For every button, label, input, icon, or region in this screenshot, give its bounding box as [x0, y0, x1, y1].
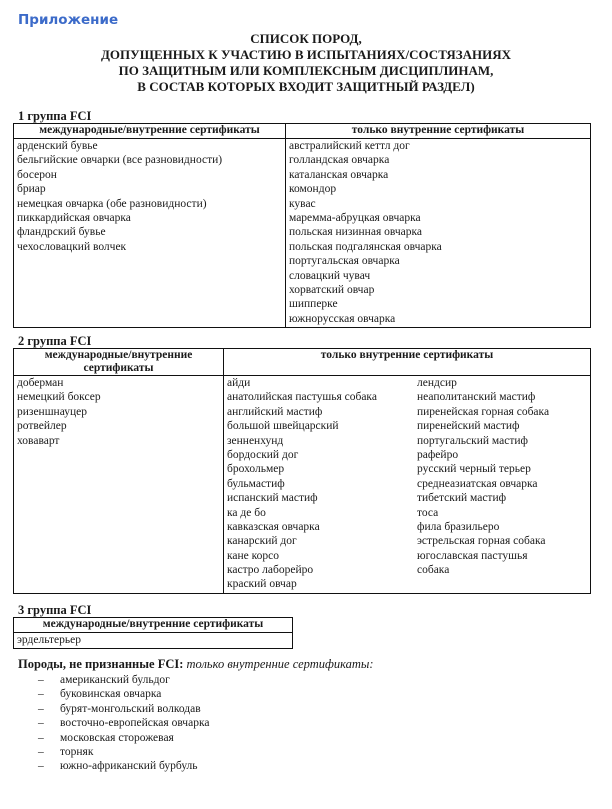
- group3-label: 3 группа FCI: [18, 603, 92, 617]
- group2-header-international: международные/внутренние сертификаты: [14, 349, 224, 376]
- breed-item: канарский дог: [227, 535, 297, 548]
- non-fci-item-label: московская сторожевая: [60, 731, 174, 744]
- breed-item: чехословацкий волчек: [17, 240, 127, 253]
- dash-bullet-icon: –: [38, 717, 44, 730]
- breed-item: босерон: [17, 168, 57, 181]
- breed-item: тоса: [417, 506, 439, 519]
- breed-item: бриар: [17, 183, 46, 196]
- non-fci-heading: [18, 657, 374, 672]
- non-fci-heading-bold: Породы, не признанные FCI:: [18, 657, 184, 671]
- breed-item: пиккардийская овчарка: [17, 211, 131, 224]
- document-title: [0, 31, 612, 95]
- non-fci-item: [38, 673, 209, 687]
- breed-item: польская подгалянская овчарка: [289, 240, 442, 253]
- dash-bullet-icon: –: [38, 746, 44, 759]
- group3-table: [13, 617, 293, 649]
- breed-item: тибетский мастиф: [417, 492, 507, 505]
- breed-item: хорватский овчар: [289, 283, 375, 296]
- non-fci-item: [38, 731, 209, 745]
- group3-header-international: международные/внутренние сертификаты: [14, 618, 293, 633]
- breed-item: эрдельтерьер: [17, 634, 82, 646]
- breed-item: югославская пастушья: [417, 549, 528, 562]
- non-fci-item: [38, 716, 209, 730]
- breed-item: кастро лаборейро: [227, 564, 314, 577]
- group2-header-domestic: только внутренние сертификаты: [224, 349, 591, 376]
- breed-item: анатолийская пастушья собака: [227, 391, 377, 404]
- breed-item: доберман: [17, 377, 64, 389]
- dash-bullet-icon: –: [38, 702, 44, 715]
- breed-item: кавказская овчарка: [227, 520, 320, 533]
- group2-international-list: [14, 376, 224, 594]
- non-fci-item-label: восточно-европейская овчарка: [60, 717, 210, 730]
- breed-item: португальский мастиф: [417, 434, 528, 447]
- non-fci-item: [38, 759, 209, 773]
- breed-item: большой швейцарский: [227, 420, 339, 433]
- breed-item: каталанская овчарка: [289, 168, 389, 181]
- group1-international-list: [14, 139, 286, 328]
- non-fci-item: [38, 745, 209, 759]
- dash-bullet-icon: –: [38, 688, 44, 701]
- non-fci-item: [38, 702, 209, 716]
- breed-item: фила бразильеро: [417, 520, 500, 533]
- breed-item: кане корсо: [227, 549, 280, 562]
- breed-item: немецкий боксер: [17, 391, 101, 404]
- group1-table: [13, 123, 591, 328]
- breed-item: ховаварт: [17, 434, 60, 447]
- title-line: СПИСОК ПОРОД,: [250, 31, 362, 46]
- non-fci-item-label: буковинская овчарка: [60, 688, 162, 701]
- dash-bullet-icon: –: [38, 674, 44, 686]
- group2-domestic-list-1: [227, 376, 417, 592]
- group1-header-domestic: только внутренние сертификаты: [286, 124, 591, 139]
- group2-domestic-list-2: [417, 376, 587, 592]
- group1-header-international: международные/внутренние сертификаты: [14, 124, 286, 139]
- breed-item: зенненхунд: [227, 434, 284, 447]
- breed-item: фландрский бувье: [17, 226, 106, 239]
- breed-item: пиренейский мастиф: [417, 420, 520, 433]
- breed-item: южнорусская овчарка: [289, 312, 396, 325]
- breed-item: шипперке: [289, 298, 338, 311]
- title-line: ПО ЗАЩИТНЫМ ИЛИ КОМПЛЕКСНЫМ ДИСЦИПЛИНАМ,: [118, 63, 494, 78]
- breed-item: айди: [227, 377, 251, 389]
- breed-item: среднеазиатская овчарка: [417, 477, 538, 490]
- group3-international-list: [14, 633, 293, 649]
- breed-item: комондор: [289, 183, 337, 196]
- breed-item: бордоский дог: [227, 448, 299, 461]
- breed-item: эстрельская горная собака: [417, 535, 546, 548]
- breed-item: ризеншнауцер: [17, 405, 87, 418]
- group1-domestic-list: [286, 139, 591, 328]
- breed-item: брохольмер: [227, 463, 285, 476]
- breed-item: краский овчар: [227, 578, 297, 591]
- breed-item: немецкая овчарка (обе разновидности): [17, 197, 207, 210]
- breed-item: русский черный терьер: [417, 463, 531, 476]
- non-fci-item-label: торняк: [60, 746, 94, 759]
- breed-item: арденский бувье: [17, 140, 98, 152]
- breed-item: голландская овчарка: [289, 154, 390, 167]
- breed-item: пиренейская горная собака: [417, 405, 550, 418]
- breed-item: кувас: [289, 197, 316, 210]
- group2-label: 2 группа FCI: [18, 334, 92, 348]
- breed-item: маремма-абруцкая овчарка: [289, 211, 421, 224]
- title-line: В СОСТАВ КОТОРЫХ ВХОДИТ ЗАЩИТНЫЙ РАЗДЕЛ): [137, 79, 475, 94]
- appendix-label: Приложение: [18, 12, 119, 28]
- breed-item: лендсир: [417, 377, 457, 389]
- breed-item: португальская овчарка: [289, 255, 400, 268]
- group1-label: 1 группа FCI: [18, 109, 92, 123]
- breed-item: ротвейлер: [17, 420, 67, 433]
- breed-item: собака: [417, 564, 450, 577]
- dash-bullet-icon: –: [38, 731, 44, 744]
- breed-item: польская низинная овчарка: [289, 226, 423, 239]
- non-fci-heading-italic: только внутренние сертификаты:: [186, 657, 374, 671]
- title-line: ДОПУЩЕННЫХ К УЧАСТИЮ В ИСПЫТАНИЯХ/СОСТЯЗАНИЯХ: [100, 47, 512, 62]
- breed-item: словацкий чувач: [289, 269, 371, 282]
- non-fci-item-label: южно-африканский бурбуль: [60, 760, 198, 773]
- breed-item: английский мастиф: [227, 405, 323, 418]
- non-fci-item: [38, 687, 209, 701]
- breed-item: бульмастиф: [227, 477, 285, 490]
- group2-domestic-cell: [224, 376, 591, 594]
- group2-table: [13, 348, 591, 594]
- breed-item: бельгийские овчарки (все разновидности): [17, 154, 223, 167]
- non-fci-item-label: бурят-монгольский волкодав: [60, 702, 201, 715]
- dash-bullet-icon: –: [38, 760, 44, 773]
- breed-item: испанский мастиф: [227, 492, 318, 505]
- non-fci-list: [38, 673, 209, 774]
- breed-item: ка де бо: [227, 506, 266, 519]
- non-fci-item-label: американский бульдог: [60, 674, 170, 686]
- breed-item: рафейро: [417, 448, 459, 461]
- breed-item: неаполитанский мастиф: [417, 391, 536, 404]
- breed-item: австралийский кеттл дог: [289, 140, 410, 152]
